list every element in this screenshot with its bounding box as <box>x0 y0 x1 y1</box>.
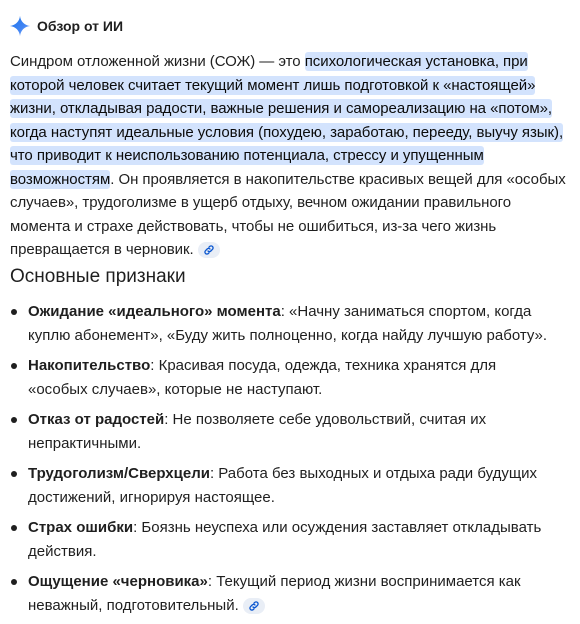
sign-text: : Боязнь неуспеха или осуждения заставляет откладывать действия. <box>28 519 542 560</box>
source-link-button[interactable] <box>198 242 220 258</box>
bullet <box>11 417 17 423</box>
sign-term: Накопительство <box>28 357 151 374</box>
sign-term: Ожидание «идеального» момента <box>28 303 281 320</box>
ai-overview-header <box>9 12 123 40</box>
sign-text: : Текущий период жизни воспринимается как неважный, подготовительный. <box>28 573 521 614</box>
list-item <box>0 516 558 563</box>
highlighted-definition[interactable]: психологическая установка, при которой человек считает текущий момент лишь подготовкой к «настоящей» жизни, откладывая радости, важные решения и самореализацию на «потом», когда наступят идеальные условия (похудею, заработаю, перееду, выучу язык), что приводит к неиспользованию потенциала, стрессу и упущенным возможностям <box>10 53 564 188</box>
sign-term: Ощущение «черновика» <box>28 573 208 590</box>
sign-text: : «Начну заниматься спортом, когда куплю абонемент», «Буду жить полноценно, когда найду лучшую работу». <box>28 303 548 344</box>
bullet <box>11 579 17 585</box>
bullet <box>11 363 17 369</box>
sign-text: : Работа без выходных и отдыха ради будущих достижений, игнорируя настоящее. <box>28 465 538 506</box>
list-item <box>0 570 558 617</box>
bullet <box>11 525 17 531</box>
list-item <box>0 408 558 455</box>
list-item <box>0 354 558 401</box>
signs-list <box>0 300 580 624</box>
source-link-button[interactable] <box>243 598 265 614</box>
ai-overview-title: Обзор от ИИ <box>37 18 124 34</box>
sign-text: : Не позволяете себе удовольствий, считая их непрактичными. <box>28 411 487 452</box>
bullet <box>11 309 17 315</box>
link-icon <box>248 600 260 612</box>
link-icon <box>203 244 215 256</box>
intro-paragraph <box>10 50 572 262</box>
intro-rest: . Он проявляется в накопительстве красивых вещей для «особых случаев», трудоголизме в ущерб отдыху, вечном ожидании правильного момента и страхе действовать, чтобы не ошибиться, из-за чего жизнь превращается в черновик. <box>10 170 566 258</box>
sign-term: Отказ от радостей <box>28 411 165 428</box>
intro-lead: Синдром отложенной жизни (СОЖ) — это <box>10 53 305 70</box>
list-item <box>0 462 558 509</box>
bullet <box>11 471 17 477</box>
sign-term: Трудоголизм/Сверхцели <box>28 465 210 482</box>
sparkle-icon <box>9 15 31 37</box>
sign-text: : Красивая посуда, одежда, техника хранятся для «особых случаев», которые не наступают. <box>28 357 497 398</box>
sign-term: Страх ошибки <box>28 519 134 536</box>
section-title: Основные признаки <box>10 266 186 287</box>
list-item <box>0 300 558 347</box>
